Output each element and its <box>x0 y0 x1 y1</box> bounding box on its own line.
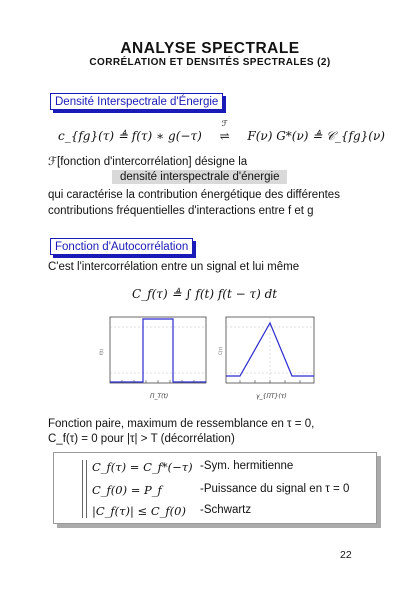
triangle-plot <box>218 317 314 400</box>
section-heading-autocorrelation: Fonction d'Autocorrélation <box>50 238 193 255</box>
section-heading-interspectral: Densité Interspectrale d'Énergie <box>50 93 223 110</box>
svg-text:C(τ): C(τ) <box>218 346 223 355</box>
autocorrelation-equation <box>132 287 277 301</box>
plots-figure <box>100 313 320 405</box>
parity-text-2: C_f(τ) = 0 pour |τ| > T (décorrélation) <box>48 433 235 445</box>
highlighted-term: densité interspectrale d'énergie <box>112 170 287 184</box>
svg-text:f(t): f(t) <box>99 348 104 355</box>
property-desc-3: -Schwartz <box>200 504 252 516</box>
properties-bar <box>82 460 87 518</box>
interspectral-text-2: qui caractérise la contribution énergétique des différentes <box>48 189 340 201</box>
equation-right: F(ν) G*(ν) ≜ 𝒞_{fg}(ν) <box>247 129 385 143</box>
interspectral-text-3: contributions fréquentielles d'interactions entre f et g <box>48 205 314 217</box>
page-title: ANALYSE SPECTRALE <box>120 40 300 57</box>
fourier-arrow: ℱ ⇌ <box>206 129 244 143</box>
page-subtitle: CORRÉLATION ET DENSITÉS SPECTRALES (2) <box>89 57 331 68</box>
rect-pulse-plot <box>99 317 206 400</box>
property-formula-3: |C_f(τ)| ≤ C_f(0) <box>92 504 186 518</box>
property-formula-1: C_f(τ) = C_f*(−τ) <box>92 460 193 474</box>
interspectral-text-1: ℱ[fonction d'intercorrélation] désigne la <box>48 156 248 168</box>
autocorrelation-intro: C'est l'intercorrélation entre un signal et lui même <box>48 261 300 273</box>
parity-text-1: Fonction paire, maximum de ressemblance en τ = 0, <box>48 418 315 430</box>
property-formula-2: C_f(0) = P_f <box>92 483 162 497</box>
page-number: 22 <box>340 549 352 561</box>
equation-left: c_{fg}(τ) ≜ f(τ) ∗ g(−τ) <box>58 129 202 143</box>
autocorrelation-formula: C_f(τ) ≜ ∫ f(t) f(t − τ) dt <box>132 287 278 301</box>
fourier-symbol: ℱ <box>221 119 228 128</box>
property-desc-2: -Puissance du signal en τ = 0 <box>200 483 350 495</box>
interspectral-equation <box>58 119 385 144</box>
property-desc-1: -Sym. hermitienne <box>200 460 294 472</box>
plot-right-xlabel: γ_{ΠT}(τ) <box>256 393 287 400</box>
plot-left-xlabel: Π_T(t) <box>150 393 169 400</box>
